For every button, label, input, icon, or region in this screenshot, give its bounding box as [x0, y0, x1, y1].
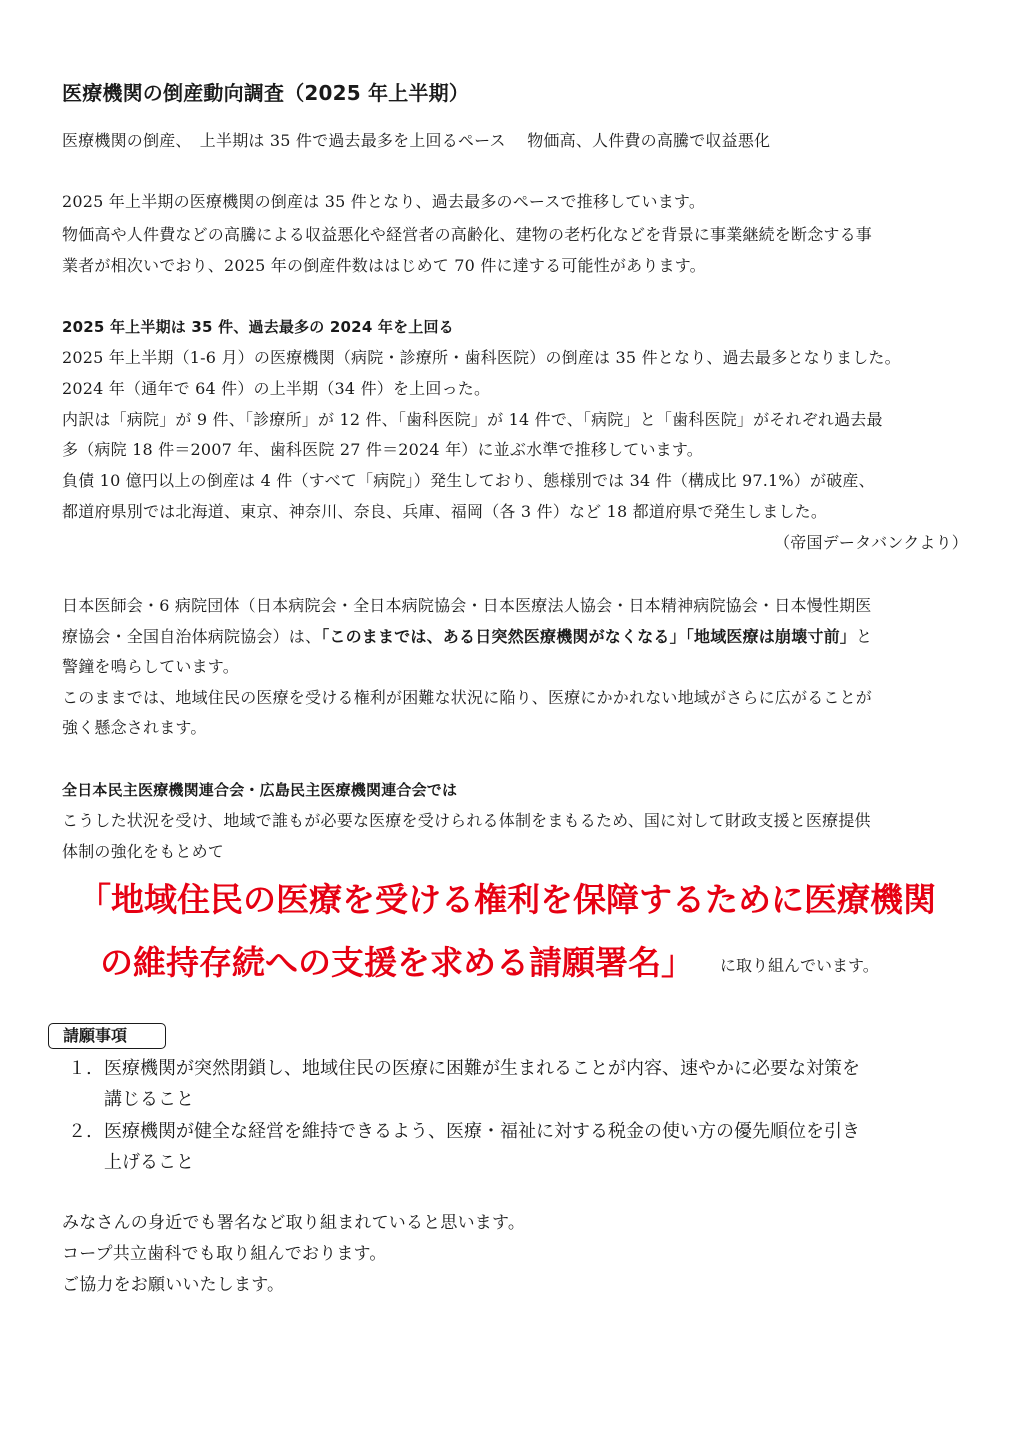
page-title: 医療機関の倒産動向調査（2025 年上半期）: [62, 81, 470, 105]
petition-title-line2: の維持存続への支援を求める請願署名」: [100, 943, 694, 982]
request-item-line: 医療機関が突然閉鎖し、地域住民の医療に困難が生まれることが内容、速やかに必要な対策を: [104, 1058, 860, 1079]
request-item-line: 講じること: [104, 1089, 194, 1110]
requests-label: 請願事項: [48, 1023, 166, 1049]
intro-line: 2025 年上半期の医療機関の倒産は 35 件となり、過去最多のペースで推移しています。: [62, 192, 706, 211]
section1-line: 多（病院 18 件＝2007 年、歯科医院 27 件＝2024 年）に並ぶ水準で推移しています。: [62, 440, 703, 459]
section2-line: 日本医師会・6 病院団体（日本病院会・全日本病院協会・日本医療法人協会・日本精神病院協会・日本慢性期医: [62, 596, 872, 615]
subtitle: 医療機関の倒産、 上半期は 35 件で過去最多を上回るペース 物価高、人件費の高騰で収益悪化: [62, 131, 771, 150]
request-item-line: 医療機関が健全な経営を維持できるよう、医療・福祉に対する税金の使い方の優先順位を引き: [104, 1121, 860, 1142]
section2-text: 療協会・全国自治体病院協会）は、: [62, 627, 322, 646]
source-note: （帝国データバンクより）: [774, 533, 968, 552]
section1-line: 内訳は「病院」が 9 件、「診療所」が 12 件、「歯科医院」が 14 件で、「病院」と「歯科医院」がそれぞれ過去最: [62, 410, 883, 429]
section1-line: 2024 年（通年で 64 件）の上半期（34 件）を上回った。: [62, 379, 491, 398]
section1-heading: 2025 年上半期は 35 件、過去最多の 2024 年を上回る: [62, 318, 454, 336]
request-item-line: 上げること: [104, 1152, 194, 1173]
closing-line: コープ共立歯科でも取り組んでおります。: [62, 1244, 387, 1264]
section2-line: 強く懸念されます。: [62, 718, 207, 737]
section2-line: このままでは、地域住民の医療を受ける権利が困難な状況に陥り、医療にかかれない地域がさらに広がることが: [62, 688, 873, 707]
section1-line: 負債 10 億円以上の倒産は 4 件（すべて「病院」）発生しており、態様別では 34 件（構成比 97.1%）が破産、: [62, 471, 875, 490]
section1-line: 都道府県別では北海道、東京、神奈川、奈良、兵庫、福岡（各 3 件）など 18 都道府県で発生しました。: [62, 502, 828, 521]
quoted-warning: 「このままでは、ある日突然医療機関がなくなる」「地域医療は崩壊寸前」: [321, 627, 857, 646]
section3-line: 体制の強化をもとめて: [62, 842, 225, 861]
petition-title-line1: 「地域住民の医療を受ける権利を保障するために医療機関: [78, 880, 936, 919]
section2-line: [62, 627, 872, 647]
section3-heading: 全日本民主医療機関連合会・広島民主医療機関連合会では: [62, 781, 458, 799]
section2-line: 警鐘を鳴らしています。: [62, 657, 239, 676]
section1-line: 2025 年上半期（1-6 月）の医療機関（病院・診療所・歯科医院）の倒産は 35 件となり、過去最多となりました。: [62, 348, 901, 367]
closing-line: ご協力をお願いいたします。: [62, 1275, 285, 1295]
closing-line: みなさんの身近でも署名など取り組まれていると思います。: [62, 1213, 526, 1233]
request-number: ２.: [68, 1121, 92, 1142]
section3-line: こうした状況を受け、地域で誰もが必要な医療を受けられる体制をまもるため、国に対して財政支援と医療提供: [62, 811, 871, 830]
intro-line: 業者が相次いでおり、2025 年の倒産件数ははじめて 70 件に達する可能性があります。: [62, 256, 706, 275]
request-number: １.: [68, 1058, 92, 1079]
section2-text: と: [856, 627, 873, 646]
petition-suffix: に取り組んでいます。: [720, 956, 879, 975]
intro-line: 物価高や人件費などの高騰による収益悪化や経営者の高齢化、建物の老朽化などを背景に事業継続を断念する事: [62, 225, 873, 244]
